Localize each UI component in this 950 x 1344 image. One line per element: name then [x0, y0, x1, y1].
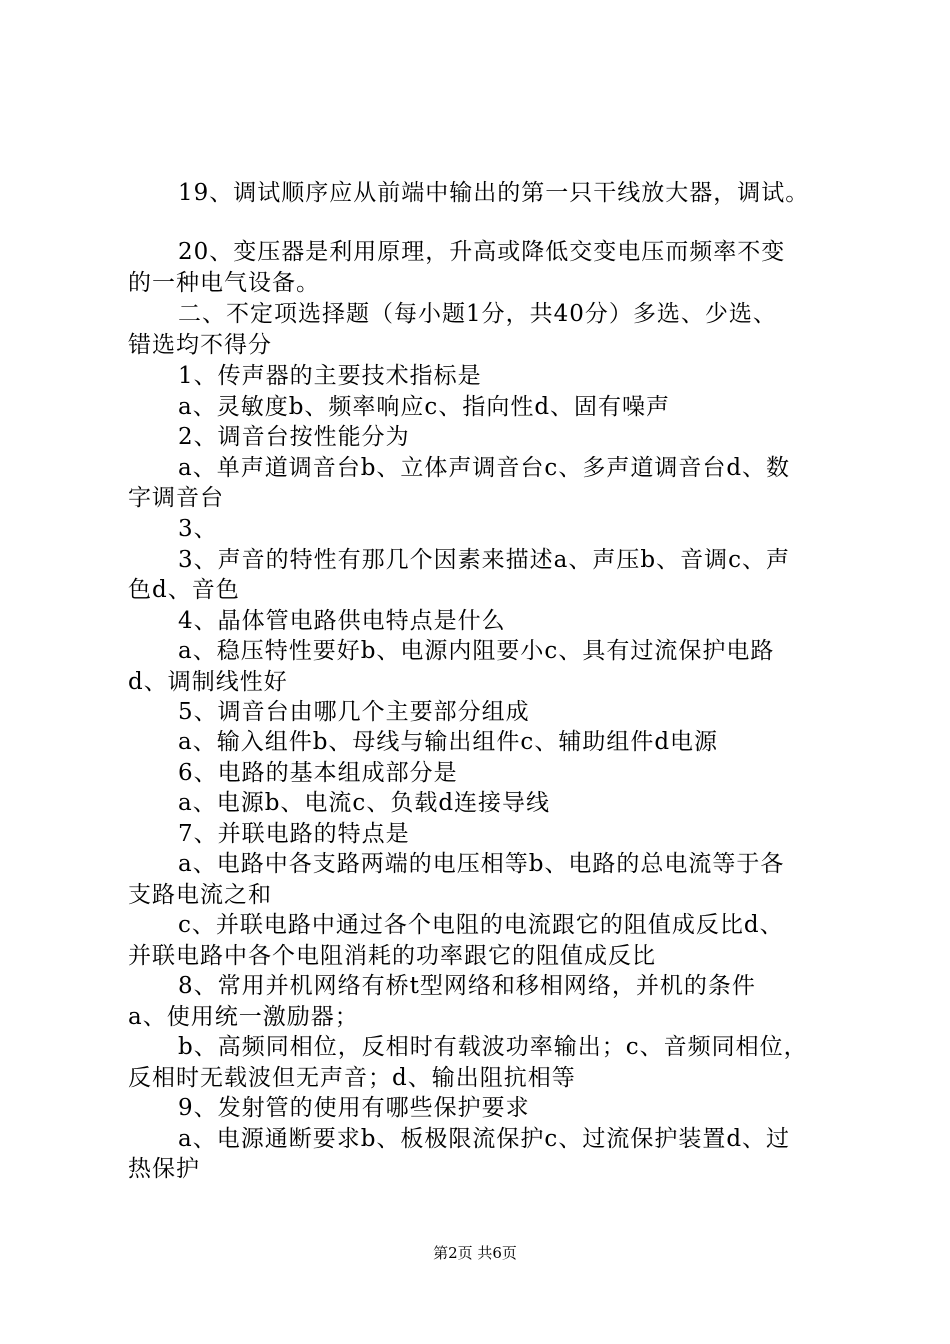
question-8: 8、常用并机网络有桥t型网络和移相网络，并机的条件 — [178, 973, 756, 999]
question-9: 9、发射管的使用有哪些保护要求 — [178, 1095, 530, 1121]
question-8-options-continued: 反相时无载波但无声音；d、输出阻抗相等 — [128, 1065, 576, 1091]
section-two-heading: 二、不定项选择题（每小题1分，共40分）多选、少选、 — [178, 301, 777, 327]
question-7: 7、并联电路的特点是 — [178, 821, 410, 847]
question-4-options-continued: d、调制线性好 — [128, 669, 288, 695]
question-6: 6、电路的基本组成部分是 — [178, 760, 458, 786]
question-6-options: a、电源b、电流c、负载d连接导线 — [178, 790, 551, 816]
question-1: 1、传声器的主要技术指标是 — [178, 363, 482, 389]
question-9-options: a、电源通断要求b、板极限流保护c、过流保护装置d、过 — [178, 1126, 791, 1152]
question-2: 2、调音台按性能分为 — [178, 424, 410, 450]
question-8-options-b-c: b、高频同相位，反相时有载波功率输出；c、音频同相位， — [178, 1034, 808, 1060]
question-4: 4、晶体管电路供电特点是什么 — [178, 608, 506, 634]
question-1-options: a、灵敏度b、频率响应c、指向性d、固有噪声 — [178, 394, 671, 420]
question-3: 3、声音的特性有那几个因素来描述a、声压b、音调c、声 — [178, 547, 790, 573]
question-9-options-continued: 热保护 — [128, 1156, 200, 1182]
question-7-option-d: 并联电路中各个电阻消耗的功率跟它的阻值成反比 — [128, 943, 656, 969]
question-20-continued: 的一种电气设备。 — [128, 270, 320, 296]
question-3-blank: 3、 — [178, 516, 218, 542]
question-20: 20、变压器是利用原理，升高或降低交变电压而频率不变 — [178, 239, 786, 265]
question-2-options: a、单声道调音台b、立体声调音台c、多声道调音台d、数 — [178, 455, 791, 481]
question-3-continued: 色d、音色 — [128, 577, 240, 603]
question-19: 19、调试顺序应从前端中输出的第一只干线放大器，调试。 — [178, 180, 810, 206]
question-2-options-continued: 字调音台 — [128, 485, 224, 511]
question-7-options: a、电路中各支路两端的电压相等b、电路的总电流等于各 — [178, 851, 785, 877]
question-5-options: a、输入组件b、母线与输出组件c、辅助组件d电源 — [178, 729, 719, 755]
question-7-options-continued: 支路电流之和 — [128, 882, 272, 908]
question-8-option-a: a、使用统一激励器； — [128, 1004, 359, 1030]
page-number: 第2页 共6页 — [433, 1244, 517, 1262]
question-7-option-c: c、并联电路中通过各个电阻的电流跟它的阻值成反比d、 — [178, 912, 784, 938]
question-5: 5、调音台由哪几个主要部分组成 — [178, 699, 530, 725]
section-two-heading-continued: 错选均不得分 — [128, 332, 272, 358]
question-4-options: a、稳压特性要好b、电源内阻要小c、具有过流保护电路 — [178, 638, 775, 664]
